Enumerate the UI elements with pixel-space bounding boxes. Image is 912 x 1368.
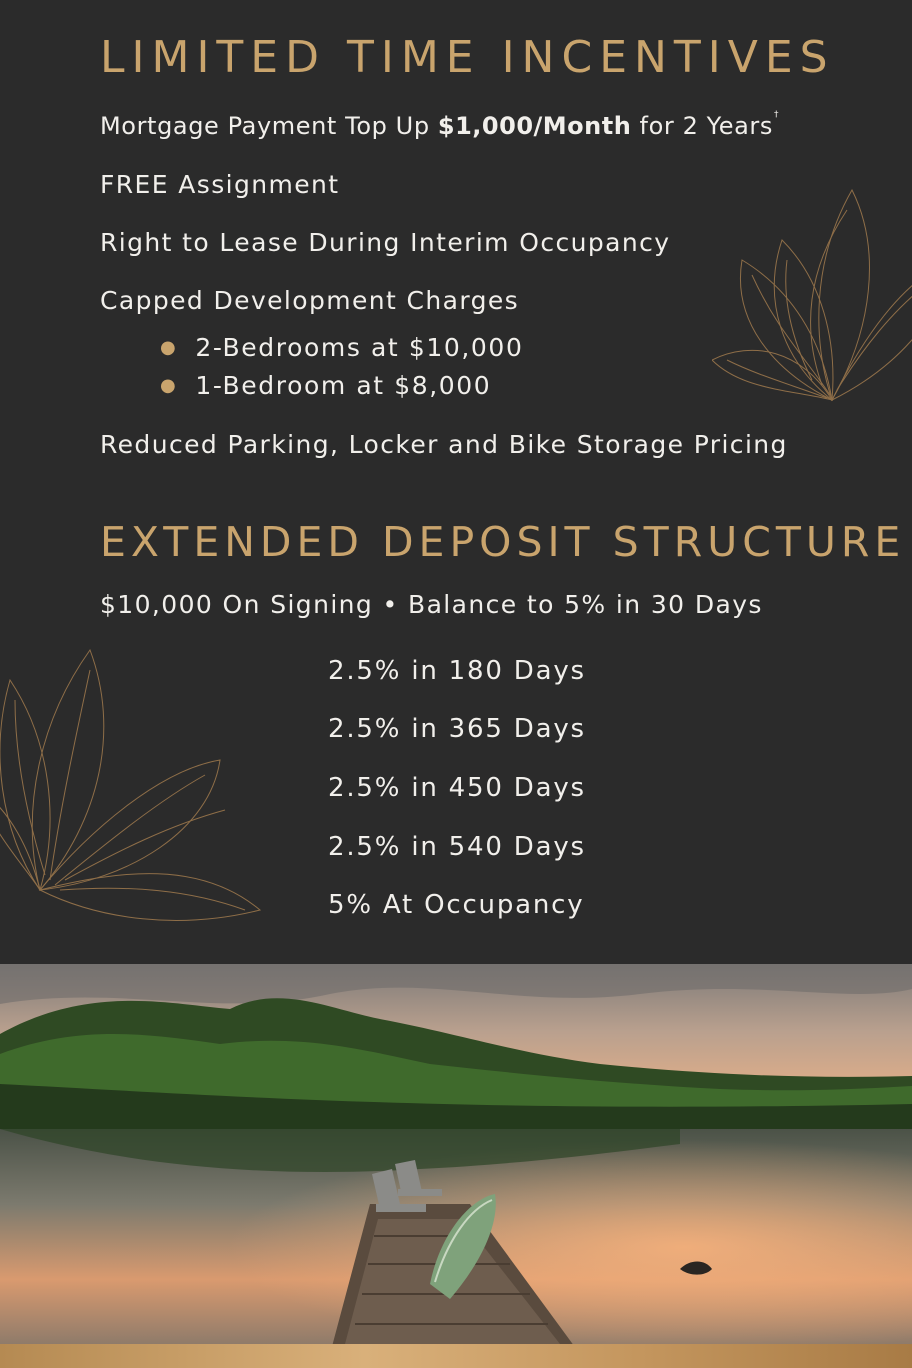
- deposit-schedule-item: 5% At Occupancy: [328, 890, 585, 920]
- incentives-heading: LIMITED TIME INCENTIVES: [100, 32, 835, 83]
- capped-charges-line: Capped Development Charges: [100, 286, 520, 315]
- free-assignment-line: FREE Assignment: [100, 170, 340, 199]
- mortgage-amount: $1,000/Month: [437, 112, 632, 140]
- deposit-signing-line: $10,000 On Signing • Balance to 5% in 30 Days: [100, 590, 763, 619]
- right-to-lease-line: Right to Lease During Interim Occupancy: [100, 228, 671, 257]
- lotus-flower-outline-icon: [0, 610, 270, 940]
- deposit-schedule-item: 2.5% in 180 Days: [328, 656, 586, 686]
- charge-label: 2-Bedrooms at $10,000: [195, 333, 524, 362]
- gold-dot-icon: ●: [160, 337, 178, 358]
- lake-dock-photo: [0, 964, 912, 1344]
- reduced-pricing-line: Reduced Parking, Locker and Bike Storage Pricing: [100, 430, 788, 459]
- mortgage-prefix: Mortgage Payment Top Up: [100, 112, 438, 140]
- deposit-heading: EXTENDED DEPOSIT STRUCTURE: [100, 518, 906, 566]
- deposit-schedule-item: 2.5% in 540 Days: [328, 832, 586, 862]
- mortgage-top-up-line: [100, 112, 779, 140]
- gold-footer-strip: [0, 1344, 912, 1368]
- mortgage-suffix: for 2 Years: [631, 112, 773, 140]
- gold-dot-icon: ●: [160, 375, 178, 396]
- deposit-schedule-item: 2.5% in 365 Days: [328, 714, 586, 744]
- deposit-schedule-item: 2.5% in 450 Days: [328, 773, 586, 803]
- mortgage-footnote: †: [774, 110, 780, 120]
- lotus-flower-outline-icon: [712, 150, 912, 430]
- charge-list-item: [160, 333, 523, 362]
- charge-list-item: [160, 371, 491, 400]
- charge-label: 1-Bedroom at $8,000: [195, 371, 492, 400]
